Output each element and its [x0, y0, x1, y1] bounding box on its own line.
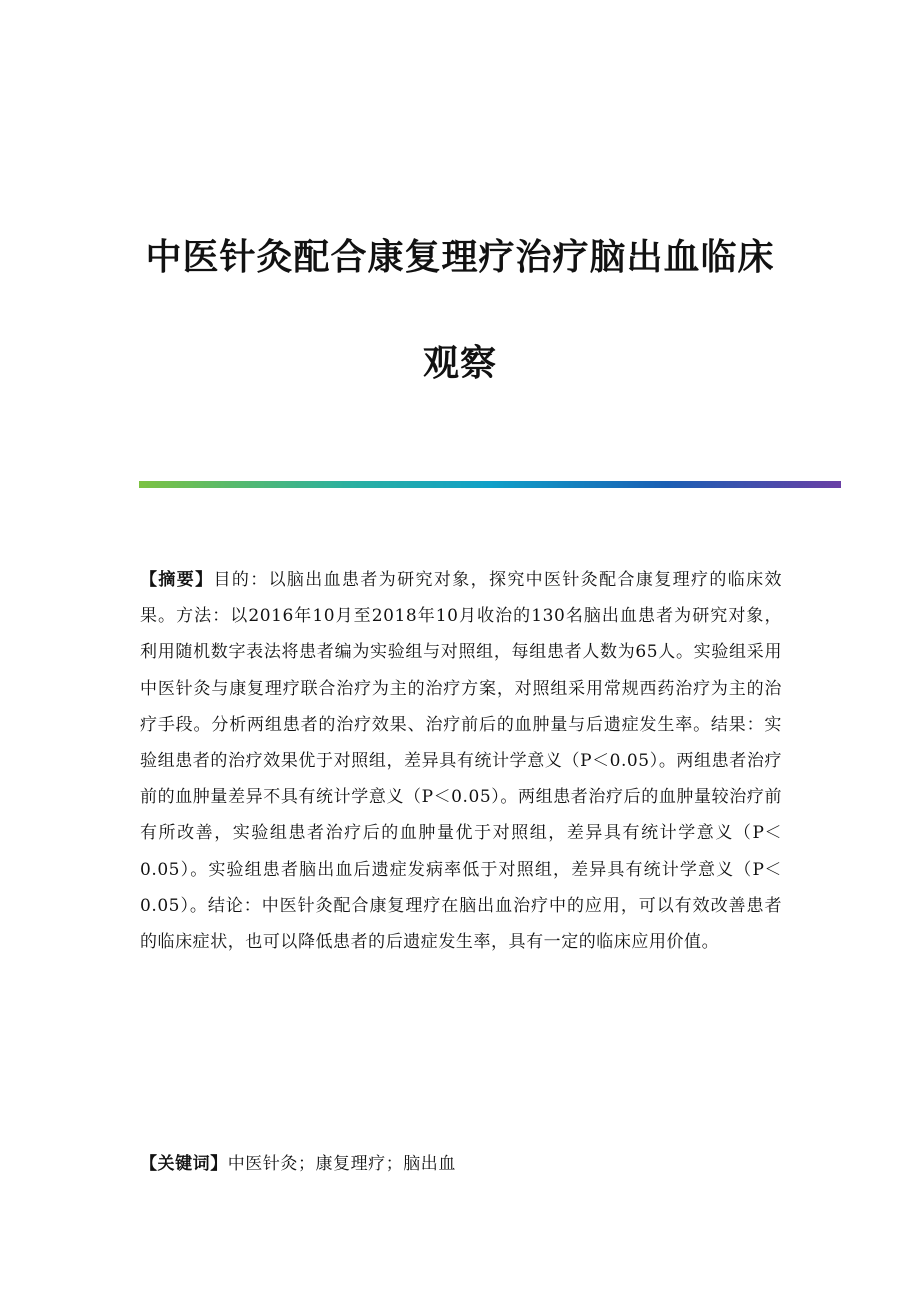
abstract-paragraph: [140, 562, 782, 960]
abstract-text: 目的：以脑出血患者为研究对象，探究中医针灸配合康复理疗的临床效果。方法：以2016年10月至2018年10月收治的130名脑出血患者为研究对象，利用随机数字表法将患者编为实验组与对照组，每组患者人数为65人。实验组采用中医针灸与康复理疗联合治疗为主的治疗方案，对照组采用常规西药治疗为主的治疗手段。分析两组患者的治疗效果、治疗前后的血肿量与后遗症发生率。结果：实验组患者的治疗效果优于对照组，差异具有统计学意义（P＜0.05）。两组患者治疗前的血肿量差异不具有统计学意义（P＜0.05）。两组患者治疗后的血肿量较治疗前有所改善，实验组患者治疗后的血肿量优于对照组，差异具有统计学意义（P＜0.05）。实验组患者脑出血后遗症发病率低于对照组，差异具有统计学意义（P＜0.05）。结论：中医针灸配合康复理疗在脑出血治疗中的应用，可以有效改善患者的临床症状，也可以降低患者的后遗症发生率，具有一定的临床应用价值。: [140, 570, 782, 953]
abstract-label: 【摘要】: [140, 570, 214, 590]
keywords-paragraph: [140, 1146, 782, 1182]
gradient-divider: [139, 481, 841, 488]
document-title: [120, 205, 800, 417]
keywords-text: 中医针灸；康复理疗；脑出血: [227, 1154, 456, 1174]
title-line-2: 观察: [422, 343, 497, 384]
title-line-1: 中医针灸配合康复理疗治疗脑出血临床: [145, 237, 775, 278]
keywords-label: 【关键词】: [140, 1154, 228, 1174]
